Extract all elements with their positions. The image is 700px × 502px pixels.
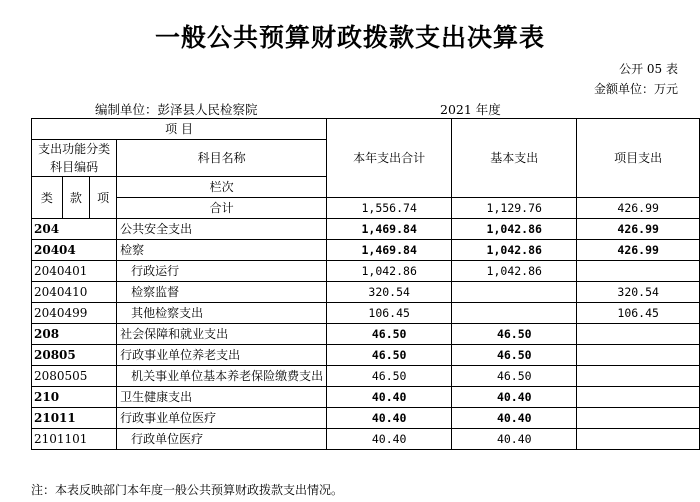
header-lanci: 栏次 bbox=[117, 177, 327, 198]
row-subject-name: 机关事业单位基本养老保险缴费支出 bbox=[117, 366, 327, 387]
row-subject-name: 检察 bbox=[117, 240, 327, 261]
row-code: 2040499 bbox=[32, 303, 117, 324]
table-row bbox=[32, 282, 700, 303]
row-code: 210 bbox=[32, 387, 117, 408]
expenditure-table bbox=[31, 118, 700, 450]
header-subject-name: 科目名称 bbox=[117, 140, 327, 177]
row-total: 46.50 bbox=[327, 366, 452, 387]
header-total: 本年支出合计 bbox=[327, 119, 452, 198]
form-number: 公开 05 表 bbox=[619, 62, 678, 76]
row-code: 208 bbox=[32, 324, 117, 345]
row-code: 204 bbox=[32, 219, 117, 240]
row-basic: 40.40 bbox=[452, 429, 577, 450]
header-project: 项 目 bbox=[32, 119, 327, 140]
row-project: 426.99 bbox=[577, 240, 700, 261]
row-code: 2040401 bbox=[32, 261, 117, 282]
total-basic: 1,129.76 bbox=[452, 198, 577, 219]
table-row bbox=[32, 303, 700, 324]
header-lei: 类 bbox=[32, 177, 63, 219]
page-title: 一般公共预算财政拨款支出决算表 bbox=[154, 23, 545, 52]
organization: 编制单位：彭泽县人民检察院 bbox=[95, 102, 258, 117]
table-row bbox=[32, 429, 700, 450]
row-code: 20404 bbox=[32, 240, 117, 261]
fiscal-year: 2021 年度 bbox=[440, 102, 501, 117]
header-project-expenditure: 项目支出 bbox=[577, 119, 700, 198]
row-project bbox=[577, 261, 700, 282]
row-code: 2101101 bbox=[32, 429, 117, 450]
row-code: 2040410 bbox=[32, 282, 117, 303]
row-subject-name: 其他检察支出 bbox=[117, 303, 327, 324]
row-project: 426.99 bbox=[577, 219, 700, 240]
row-basic: 1,042.86 bbox=[452, 261, 577, 282]
row-subject-name: 行政运行 bbox=[117, 261, 327, 282]
row-basic: 46.50 bbox=[452, 345, 577, 366]
row-basic: 40.40 bbox=[452, 408, 577, 429]
row-basic: 1,042.86 bbox=[452, 240, 577, 261]
row-subject-name: 社会保障和就业支出 bbox=[117, 324, 327, 345]
row-total: 46.50 bbox=[327, 324, 452, 345]
table-row bbox=[32, 345, 700, 366]
total-sum: 1,556.74 bbox=[327, 198, 452, 219]
row-total: 40.40 bbox=[327, 408, 452, 429]
row-subject-name: 行政事业单位养老支出 bbox=[117, 345, 327, 366]
table-row bbox=[32, 387, 700, 408]
row-subject-name: 检察监督 bbox=[117, 282, 327, 303]
header-heji: 合计 bbox=[117, 198, 327, 219]
footnote: 注：本表反映部门本年度一般公共预算财政拨款支出情况。 bbox=[31, 483, 344, 497]
row-project bbox=[577, 345, 700, 366]
row-subject-name: 公共安全支出 bbox=[117, 219, 327, 240]
table-row bbox=[32, 324, 700, 345]
table-row bbox=[32, 240, 700, 261]
row-total: 320.54 bbox=[327, 282, 452, 303]
row-code: 21011 bbox=[32, 408, 117, 429]
row-basic: 40.40 bbox=[452, 387, 577, 408]
row-total: 46.50 bbox=[327, 345, 452, 366]
row-basic bbox=[452, 282, 577, 303]
row-total: 1,042.86 bbox=[327, 261, 452, 282]
row-code: 20805 bbox=[32, 345, 117, 366]
header-xiang: 项 bbox=[89, 177, 116, 219]
table-row bbox=[32, 408, 700, 429]
row-total: 1,469.84 bbox=[327, 240, 452, 261]
row-basic: 46.50 bbox=[452, 366, 577, 387]
row-project: 320.54 bbox=[577, 282, 700, 303]
row-basic: 46.50 bbox=[452, 324, 577, 345]
row-project: 106.45 bbox=[577, 303, 700, 324]
row-project bbox=[577, 429, 700, 450]
row-project bbox=[577, 408, 700, 429]
row-basic bbox=[452, 303, 577, 324]
header-function-code: 支出功能分类科目编码 bbox=[32, 140, 117, 177]
row-project bbox=[577, 366, 700, 387]
row-total: 106.45 bbox=[327, 303, 452, 324]
table-row bbox=[32, 261, 700, 282]
row-subject-name: 行政单位医疗 bbox=[117, 429, 327, 450]
row-total: 1,469.84 bbox=[327, 219, 452, 240]
amount-unit: 金额单位：万元 bbox=[593, 82, 678, 96]
total-project: 426.99 bbox=[577, 198, 700, 219]
row-basic: 1,042.86 bbox=[452, 219, 577, 240]
row-project bbox=[577, 387, 700, 408]
header-basic: 基本支出 bbox=[452, 119, 577, 198]
row-code: 2080505 bbox=[32, 366, 117, 387]
row-total: 40.40 bbox=[327, 429, 452, 450]
row-subject-name: 行政事业单位医疗 bbox=[117, 408, 327, 429]
header-kuan: 款 bbox=[62, 177, 89, 219]
row-subject-name: 卫生健康支出 bbox=[117, 387, 327, 408]
row-project bbox=[577, 324, 700, 345]
table-row bbox=[32, 366, 700, 387]
row-total: 40.40 bbox=[327, 387, 452, 408]
table-row bbox=[32, 219, 700, 240]
